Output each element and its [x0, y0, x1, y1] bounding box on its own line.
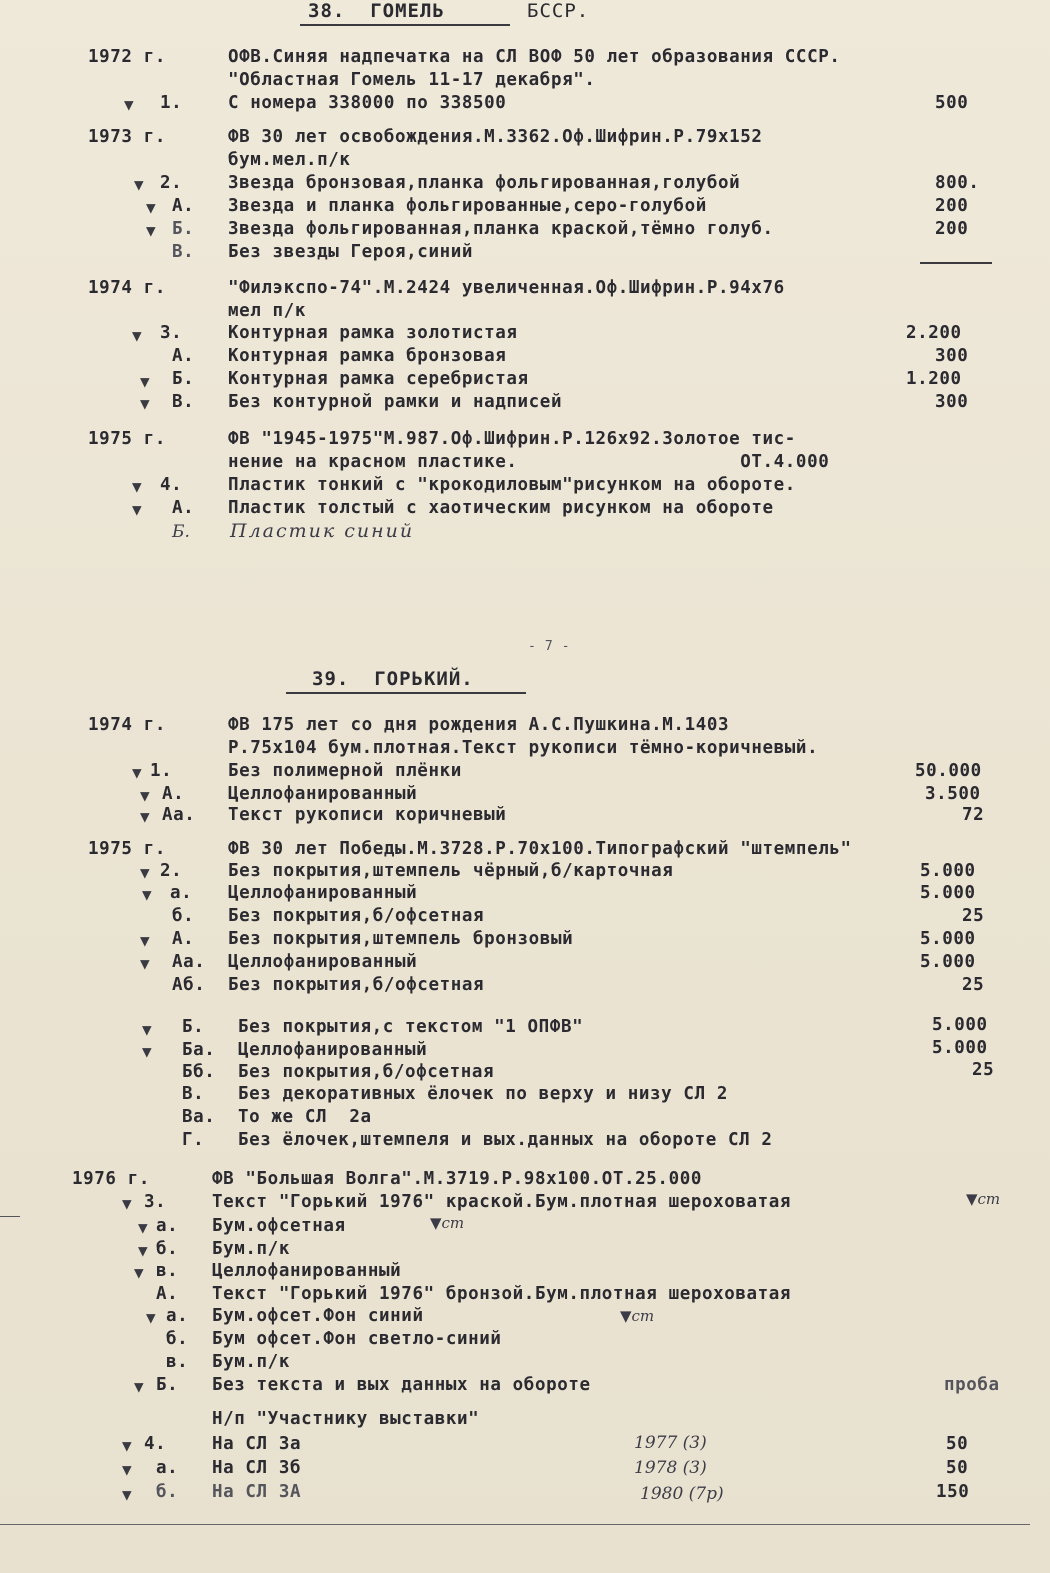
item-code: 4.	[144, 1434, 167, 1454]
handwritten-note: ▼ст	[620, 1307, 655, 1325]
item-code: б.	[156, 1239, 179, 1259]
check-mark: ▼	[138, 1241, 148, 1260]
entry-title: ФВ "1945-1975"М.987.Оф.Шифрин.Р.126х92.Золотое тис-	[228, 429, 796, 449]
item-code: Аб.	[172, 975, 206, 995]
check-mark: ▼	[134, 1263, 144, 1282]
year-label: 1973 г.	[88, 127, 166, 147]
item-code: Б.	[182, 1017, 205, 1037]
item-code: Ба.	[182, 1040, 216, 1060]
item-description: Текст "Горький 1976" краской.Бум.плотная шероховатая	[212, 1192, 792, 1212]
item-code: А.	[172, 346, 195, 366]
check-mark: ▼	[122, 1485, 132, 1504]
handwritten-code: Б.	[172, 522, 190, 542]
separator-line	[920, 262, 992, 264]
item-code: Б.	[156, 1375, 179, 1395]
check-mark: ▼	[132, 500, 142, 519]
item-quantity: 300	[935, 392, 969, 412]
item-description: Целлофанированный	[238, 1040, 428, 1060]
item-quantity: 5.000	[932, 1015, 988, 1035]
item-description: Без покрытия,штемпель чёрный,б/карточная	[228, 861, 674, 881]
item-code: Аа.	[172, 952, 206, 972]
item-description: На СЛ 3б	[212, 1458, 302, 1478]
check-mark: ▼	[132, 326, 142, 345]
page-number: - 7 -	[528, 639, 571, 654]
handwritten-note: 1978 (3)	[634, 1458, 707, 1478]
year-label: 1975 г.	[88, 429, 166, 449]
item-code: А.	[156, 1284, 179, 1304]
entry-title: Н/п "Участнику выставки"	[212, 1409, 480, 1429]
item-description: Пластик толстый с хаотическим рисунком на обороте	[228, 498, 774, 518]
section-38-subtitle: БССР.	[527, 0, 590, 22]
item-code: А.	[172, 929, 195, 949]
check-mark: ▼	[132, 763, 142, 782]
item-quantity: проба	[944, 1375, 1000, 1395]
item-quantity: 2.200	[906, 323, 962, 343]
entry-title: бум.мел.п/к	[228, 150, 351, 170]
item-quantity: 5.000	[920, 952, 976, 972]
item-quantity: 200	[935, 219, 969, 239]
check-mark: ▼	[140, 863, 150, 882]
item-description: Без покрытия,б/офсетная	[228, 906, 485, 926]
handwritten-note: 1980 (7р)	[640, 1484, 724, 1504]
item-description: Без звезды Героя,синий	[228, 242, 473, 262]
item-code: В.	[172, 392, 195, 412]
item-code: 2.	[160, 173, 183, 193]
entry-title: ФВ 30 лет освобождения.М.3362.Оф.Шифрин.Р.79х152	[228, 127, 763, 147]
item-code: Б.	[172, 369, 195, 389]
item-quantity: 5.000	[920, 929, 976, 949]
check-mark: ▼	[142, 885, 152, 904]
year-label: 1974 г.	[88, 278, 166, 298]
item-description: Без покрытия,штемпель бронзовый	[228, 929, 574, 949]
item-description: Контурная рамка золотистая	[228, 323, 518, 343]
item-code: 4.	[160, 475, 183, 495]
check-mark: ▼	[140, 807, 150, 826]
item-description: Пластик тонкий с "крокодиловым"рисунком на обороте.	[228, 475, 796, 495]
item-code: 2.	[160, 861, 183, 881]
year-label: 1976 г.	[72, 1169, 150, 1189]
section-39-underline	[286, 692, 526, 694]
check-mark: ▼	[124, 95, 134, 114]
item-description: Без покрытия,б/офсетная	[238, 1062, 495, 1082]
item-code: В.	[172, 242, 195, 262]
item-quantity: 3.500	[925, 784, 981, 804]
item-code: А.	[172, 498, 195, 518]
item-code: 1.	[160, 93, 183, 113]
item-quantity: 25	[962, 975, 985, 995]
check-mark: ▼	[142, 1020, 152, 1039]
check-mark: ▼	[140, 931, 150, 950]
item-description: Целлофанированный	[212, 1261, 402, 1281]
entry-title: ФВ 30 лет Победы.М.3728.Р.70х100.Типографский "штемпель"	[228, 839, 852, 859]
check-mark: ▼	[138, 1218, 148, 1237]
item-code: Бб.	[182, 1062, 216, 1082]
section-39-heading: 39. ГОРЬКИЙ.	[312, 668, 474, 690]
item-description: Без покрытия,б/офсетная	[228, 975, 485, 995]
item-quantity: 5.000	[920, 861, 976, 881]
item-quantity: 150	[936, 1482, 970, 1502]
item-description: Без декоративных ёлочек по верху и низу СЛ 2	[238, 1084, 728, 1104]
item-description: Бум.п/к	[212, 1352, 290, 1372]
item-description: То же СЛ 2а	[238, 1107, 372, 1127]
handwritten-note: ▼ст	[966, 1190, 1001, 1208]
item-description: Без ёлочек,штемпеля и вых.данных на обороте СЛ 2	[238, 1130, 773, 1150]
item-code: б.	[156, 1482, 179, 1502]
item-description: Звезда фольгированная,планка краской,тёмно голуб.	[228, 219, 774, 239]
year-label: 1974 г.	[88, 715, 166, 735]
handwritten-note: Пластик синий	[230, 520, 415, 542]
item-description: На СЛ 3а	[212, 1434, 302, 1454]
item-code: б.	[166, 1329, 189, 1349]
item-quantity: 50	[946, 1458, 969, 1478]
item-code: а.	[156, 1458, 179, 1478]
entry-title: ФВ 175 лет со дня рождения А.С.Пушкина.М.1403	[228, 715, 730, 735]
item-description: С номера 338000 по 338500	[228, 93, 507, 113]
item-quantity: 1.200	[906, 369, 962, 389]
item-code: в.	[156, 1261, 179, 1281]
item-description: Текст рукописи коричневый	[228, 805, 507, 825]
item-quantity: 800.	[935, 173, 980, 193]
item-code: в.	[166, 1352, 189, 1372]
item-code: а.	[156, 1216, 179, 1236]
item-code: Г.	[182, 1130, 205, 1150]
item-quantity: 5.000	[932, 1038, 988, 1058]
check-mark: ▼	[146, 221, 156, 240]
item-code: А.	[172, 196, 195, 216]
item-code: Б.	[172, 219, 195, 239]
check-mark: ▼	[140, 786, 150, 805]
year-label: 1972 г.	[88, 47, 166, 67]
item-description: Текст "Горький 1976" бронзой.Бум.плотная шероховатая	[212, 1284, 792, 1304]
item-code: а.	[166, 1306, 189, 1326]
item-description: Звезда бронзовая,планка фольгированная,голубой	[228, 173, 741, 193]
check-mark: ▼	[140, 394, 150, 413]
item-code: а.	[170, 883, 193, 903]
check-mark: ▼	[142, 1042, 152, 1061]
item-description: Целлофанированный	[228, 883, 418, 903]
item-quantity: 25	[972, 1060, 995, 1080]
entry-title: "Филэкспо-74".М.2424 увеличенная.Оф.Шифрин.Р.94х76	[228, 278, 785, 298]
item-code: 3.	[160, 323, 183, 343]
bottom-rule	[0, 1524, 1030, 1525]
item-quantity: 50	[946, 1434, 969, 1454]
item-code: б.	[172, 906, 195, 926]
handwritten-note: 1977 (3)	[634, 1433, 707, 1453]
check-mark: ▼	[140, 954, 150, 973]
check-mark: ▼	[132, 477, 142, 496]
item-code: 1.	[150, 761, 173, 781]
item-description: Без текста и вых данных на обороте	[212, 1375, 591, 1395]
item-description: Без полимерной плёнки	[228, 761, 462, 781]
item-description: Контурная рамка бронзовая	[228, 346, 507, 366]
item-description: Бум.п/к	[212, 1239, 290, 1259]
margin-tick	[0, 1216, 20, 1217]
handwritten-note: ▼ст	[430, 1214, 465, 1232]
item-code: А.	[162, 784, 185, 804]
item-quantity: 50.000	[915, 761, 982, 781]
item-quantity: 200	[935, 196, 969, 216]
item-description: Звезда и планка фольгированные,серо-голубой	[228, 196, 707, 216]
section-38-underline	[300, 24, 510, 26]
item-code: 3.	[144, 1192, 167, 1212]
entry-title: "Областная Гомель 11-17 декабря".	[228, 70, 596, 90]
check-mark: ▼	[134, 175, 144, 194]
section-38-heading: 38. ГОМЕЛЬ	[308, 0, 445, 22]
check-mark: ▼	[134, 1377, 144, 1396]
year-label: 1975 г.	[88, 839, 166, 859]
item-quantity: 500	[935, 93, 969, 113]
item-code: В.	[182, 1084, 205, 1104]
item-description: Без покрытия,с текстом "1 ОПФВ"	[238, 1017, 584, 1037]
check-mark: ▼	[122, 1194, 132, 1213]
check-mark: ▼	[140, 372, 150, 391]
item-quantity: 300	[935, 346, 969, 366]
item-description: Целлофанированный	[228, 784, 418, 804]
entry-title: ФВ "Большая Волга".М.3719.Р.98х100.ОТ.25.000	[212, 1169, 702, 1189]
item-description: Контурная рамка серебристая	[228, 369, 529, 389]
item-quantity: 5.000	[920, 883, 976, 903]
item-code: Ва.	[182, 1107, 216, 1127]
entry-title: Р.75х104 бум.плотная.Текст рукописи тёмно-коричневый.	[228, 738, 819, 758]
item-quantity: 72	[962, 805, 985, 825]
entry-title: ОФВ.Синяя надпечатка на СЛ ВОФ 50 лет образования СССР.	[228, 47, 841, 67]
item-description: Бум.офсетная	[212, 1216, 346, 1236]
item-description: На СЛ 3А	[212, 1482, 302, 1502]
check-mark: ▼	[122, 1436, 132, 1455]
item-description: Бум офсет.Фон светло-синий	[212, 1329, 502, 1349]
item-code: Аа.	[162, 805, 196, 825]
item-quantity: 25	[962, 906, 985, 926]
item-description: Целлофанированный	[228, 952, 418, 972]
entry-title: нение на красном пластике. ОТ.4.000	[228, 452, 830, 472]
check-mark: ▼	[146, 1308, 156, 1327]
item-description: Бум.офсет.Фон синий	[212, 1306, 424, 1326]
check-mark: ▼	[122, 1460, 132, 1479]
check-mark: ▼	[146, 198, 156, 217]
item-description: Без контурной рамки и надписей	[228, 392, 563, 412]
entry-title: мел п/к	[228, 301, 306, 321]
